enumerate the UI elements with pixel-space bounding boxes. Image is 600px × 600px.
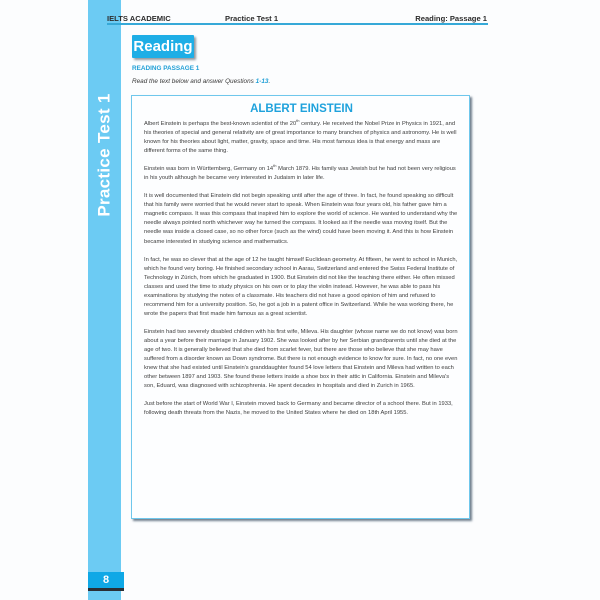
paragraph-1 bbox=[144, 120, 459, 156]
paragraph-text: March 1879. His family was Jewish but he had not been very religious in his youth although he became very interested in Judaism in later life. bbox=[144, 166, 456, 182]
paragraph-3: It is well documented that Einstein did not begin speaking until after the age of three. In fact, he found speaking so difficult that his family were worried that he would never start to speak. When Einstein was four years old, his father gave him a magnetic compass. It was this compass that inspired him to explore the world of science. He wanted to understand why the needle always pointed north whichever way he turned the compass. It looked as if the needle was moving itself. But the needle was inside a closed case, so no other force (such as the wind) could have been moving it. And this is how Einstein became interested in studying science and mathematics. bbox=[144, 193, 458, 245]
page-number: 8 bbox=[88, 572, 124, 588]
header-divider bbox=[107, 23, 488, 25]
instruction-text: Read the text below and answer Questions bbox=[132, 78, 256, 85]
paragraph-2 bbox=[144, 165, 459, 183]
paragraph-text: Albert Einstein is perhaps the best-known scientist of the 20 bbox=[144, 121, 297, 127]
passage-box bbox=[131, 95, 470, 519]
paragraph-text: Einstein was born in Württemberg, Germany on 14 bbox=[144, 166, 274, 173]
section-badge: Reading bbox=[132, 35, 194, 58]
instruction-end: . bbox=[268, 78, 271, 85]
superscript: th bbox=[273, 163, 277, 169]
paragraph-5: Einstein had two severely disabled children with his first wife, Mileva. His daughter (whose name we do not know) was born about a year before their marriage in January 1902. She was looked after by her Serbian grandparents until she died at the age of two. It is generally believed that she died from scarlet fever, but there are those who believe that she may have suffered from a disorder known as Down syndrome. But there is not enough evidence to know for sure. In fact, no one even knew that she had existed until Einstein's granddaughter found 54 love letters that Einstein and Mileva had written to each other between 1897 and 1903. She found these letters inside a shoe box in their attic in California. Einstein and Mileva's son, Eduard, was diagnosed with schizophrenia. He spent decades in hospitals and died in Zurich in 1965. bbox=[144, 328, 458, 390]
question-range: 1-13 bbox=[255, 78, 269, 85]
paragraph-6: Just before the start of World War I, Einstein moved back to Germany and became director of a school there. But in 1933, following death threats from the Nazis, he moved to the United States where he died on 18th April 1955. bbox=[144, 401, 453, 417]
passage-label: READING PASSAGE 1 bbox=[132, 65, 200, 72]
sidebar-label bbox=[88, 85, 121, 225]
superscript: th bbox=[296, 118, 300, 124]
header-test-name: Practice Test 1 bbox=[225, 14, 279, 23]
header-section-name: Reading: Passage 1 bbox=[415, 14, 487, 23]
page-number-underline bbox=[88, 588, 124, 591]
passage-title: ALBERT EINSTEIN bbox=[250, 103, 353, 115]
sidebar-label-text: Practice Test 1 bbox=[94, 93, 114, 217]
header-exam-name: IELTS ACADEMIC bbox=[107, 14, 171, 23]
paragraph-4: In fact, he was so clever that at the age of 12 he taught himself Euclidean geometry. At fifteen, he went to school in Munich, which he found very boring. He finished secondary school in Aarau, Switzerland and entered the Swiss Federal Institute of Technology in Zürich, from which he graduated in 1900. But Einstein did not like the teaching there either. He often missed classes and used the time to study physics on his own or to play the violin instead. However, he was able to pass his examinations by studying the notes of a classmate. His teachers did not have a good opinion of him and refused to recommend him for a university position. So, he got a job in a patent office in Switzerland. While he was working there, he wrote the papers that first made him famous as a great scientist. bbox=[144, 256, 458, 317]
running-header bbox=[107, 10, 487, 24]
instructions bbox=[132, 78, 270, 85]
paragraph-text: century. He received the Nobel Prize in Physics in 1921, and his theories of special and general relativity are of great importance to many branches of physics and astronomy. He is well known for his theories about light, matter, gravity, space and time. His most famous idea is that energy and mass are different forms of the same thing. bbox=[144, 121, 457, 155]
